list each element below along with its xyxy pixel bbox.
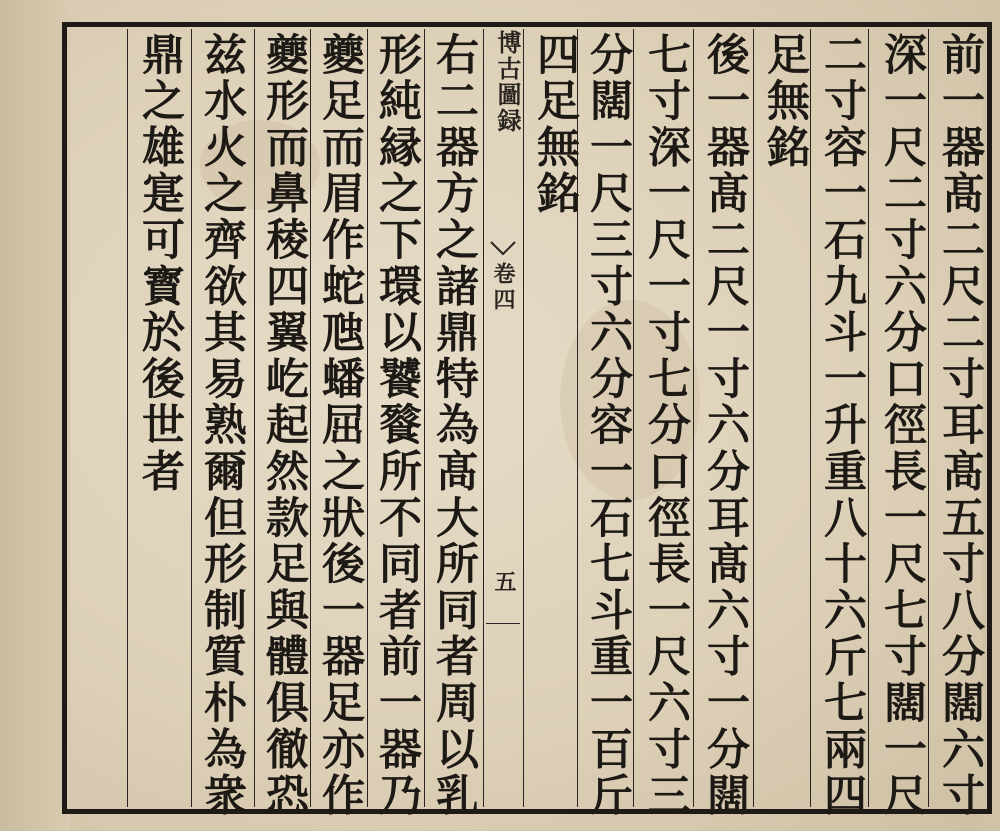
volume-label: 卷四 bbox=[490, 262, 516, 314]
text-column-14: 鼎之雄寔可寳於後世者 bbox=[135, 32, 185, 495]
text-column-13: 兹水火之齊欲其易熟爾但形制質朴為衆 bbox=[197, 32, 247, 820]
text-column-6: 七寸深一尺一寸七分口徑長一尺六寸三 bbox=[641, 32, 691, 820]
text-column-7: 分闊一尺三寸六分容一石七斗重一百斤 bbox=[583, 32, 633, 820]
text-column-10: 形純縁之下環以饕餮所不同者前一器乃 bbox=[372, 32, 422, 820]
column-rule bbox=[127, 29, 128, 807]
text-column-5: 後一器髙二尺一寸六分耳髙六寸一分闊 bbox=[700, 32, 750, 820]
folio-number: 五 bbox=[491, 570, 517, 592]
text-column-2: 深一尺二寸六分口徑長一尺七寸闊一尺 bbox=[877, 32, 927, 820]
column-rule bbox=[523, 29, 524, 807]
text-column-11: 夔足而眉作蛇虺蟠屈之狀後一器足亦作 bbox=[315, 32, 365, 820]
text-column-12: 夔形而鼻稜四翼屹起然款足與體俱徹恐 bbox=[259, 32, 309, 820]
text-column-4: 足無銘 bbox=[760, 32, 810, 171]
adjacent-page-edge-left bbox=[0, 0, 70, 831]
text-column-1: 前一器髙二尺二寸耳髙五寸八分闊六寸 bbox=[935, 32, 985, 820]
book-title: 博古圖録 bbox=[493, 30, 522, 134]
text-column-9: 右二器方之諸鼎特為髙大所同者周以乳 bbox=[429, 32, 479, 820]
text-column-8: 四足無銘 bbox=[530, 32, 580, 218]
text-column-3: 二寸容一石九斗一升重八十六斤七兩四 bbox=[817, 32, 867, 820]
